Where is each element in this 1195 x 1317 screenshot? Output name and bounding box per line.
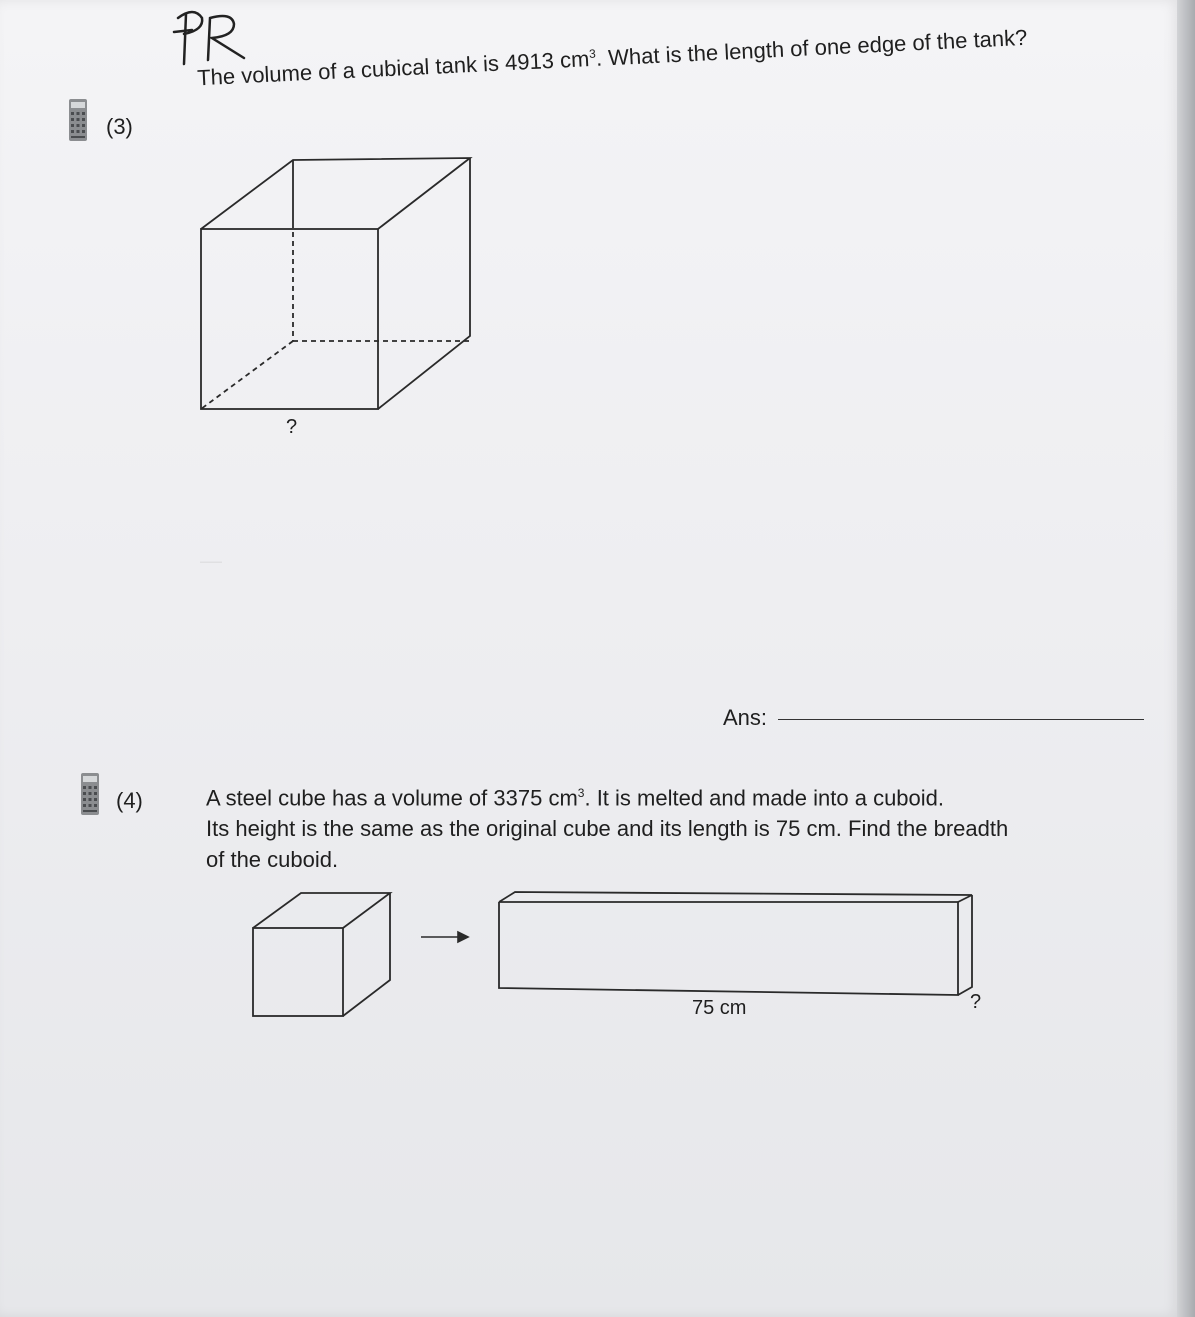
cuboid-breadth-label: ? [970,991,982,1013]
question-number-4: (4) [116,788,143,813]
answer-label: Ans: [723,705,768,730]
question-number-3: (3) [106,114,133,139]
question-4-line-3: of the cuboid. [206,847,339,873]
question-4-line-1-part2: . It is melted and made into a cuboid. [584,785,945,811]
cuboid-length-label: 75 cm [692,997,747,1019]
bleed-through-text: — [200,548,222,573]
question-3-text-part2: . What is the length of one edge of the tank? [595,24,1028,71]
small-cube [253,893,390,1016]
long-cuboid [499,892,972,995]
question-3-text-part1: The volume of a cubical tank is 4913 cm [196,46,590,91]
page-edge [1177,0,1195,1317]
question-4-line-2: Its height is the same as the original cube and its length is 75 cm. Find the breadth [206,816,1009,842]
question-4-line-1-part1: A steel cube has a volume of 3375 cm [206,785,578,811]
right-arrow-icon [421,932,468,942]
cubic-superscript: 3 [577,786,585,800]
cubic-superscript: 3 [588,46,597,61]
edge-length-label: ? [286,416,298,438]
